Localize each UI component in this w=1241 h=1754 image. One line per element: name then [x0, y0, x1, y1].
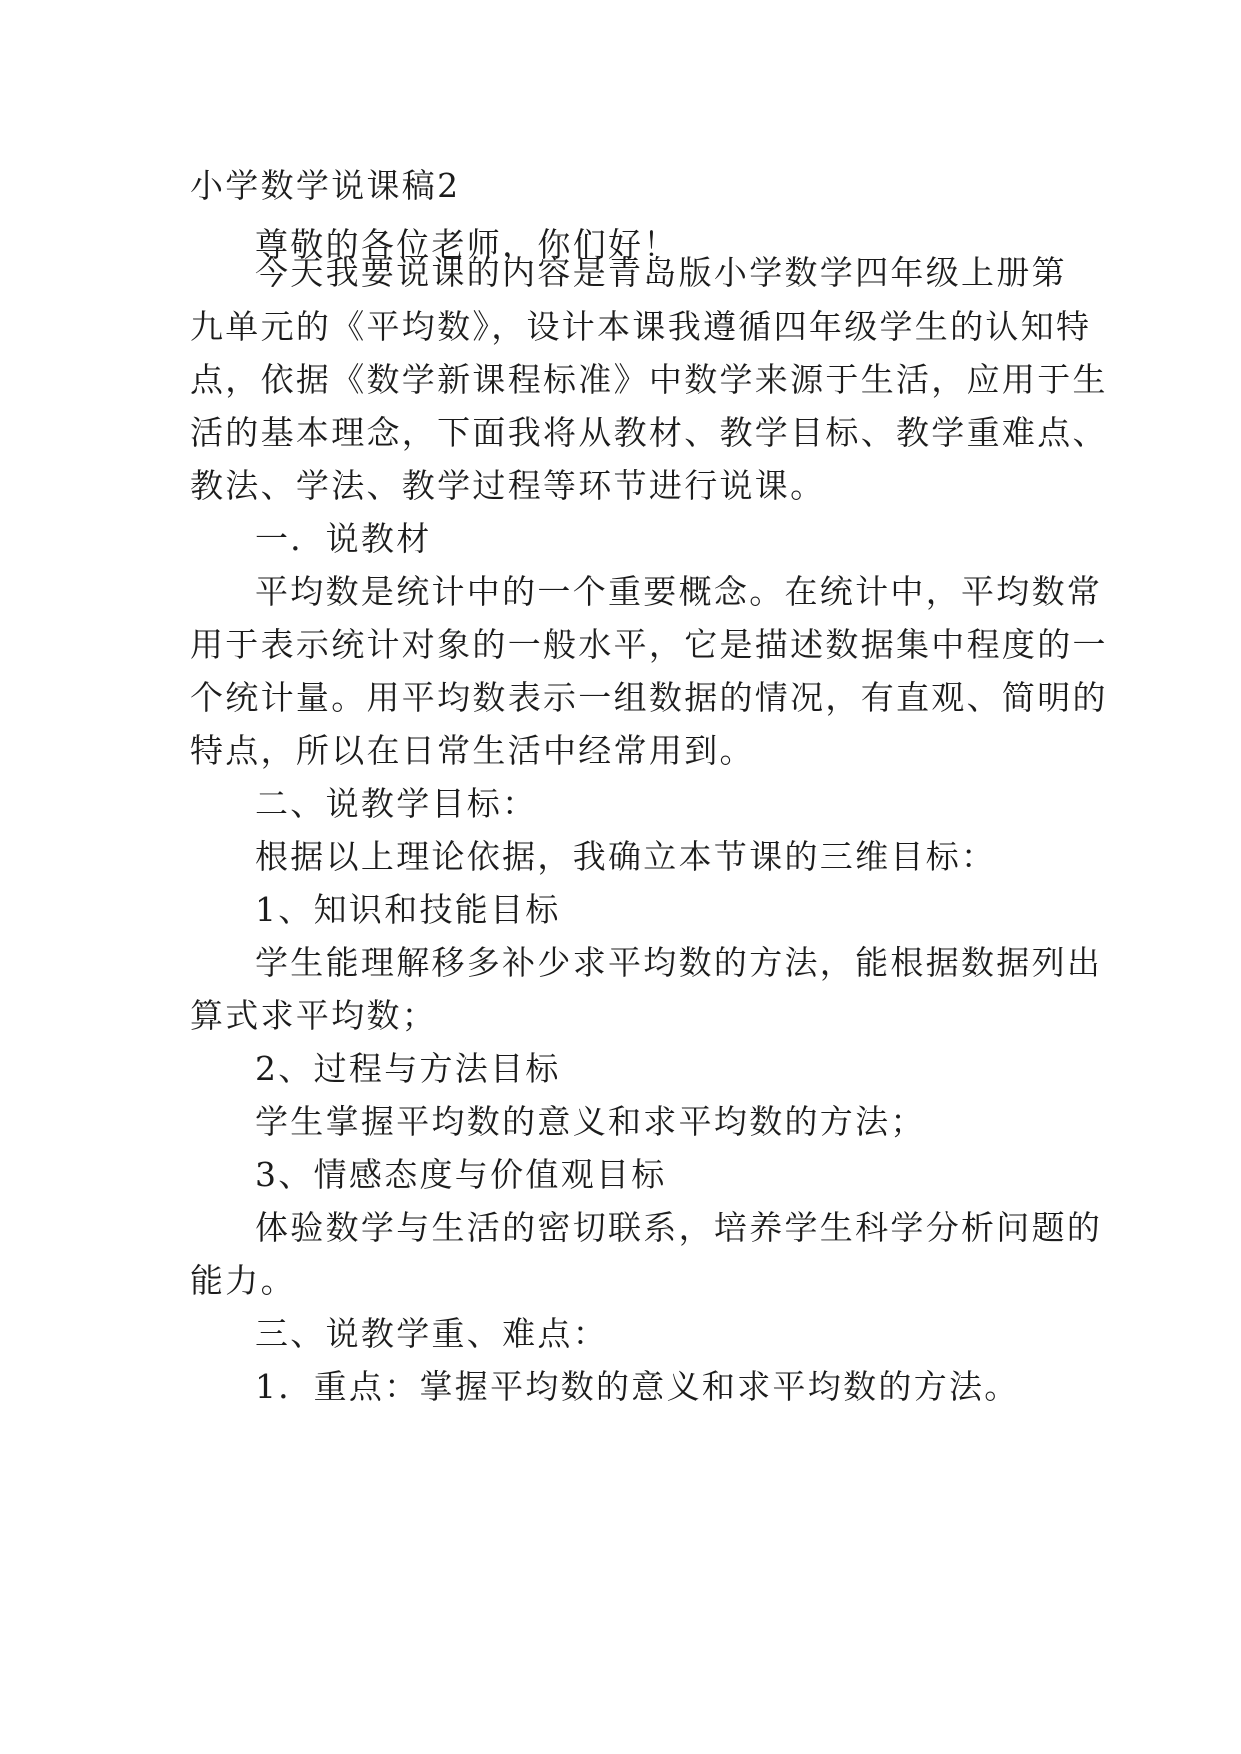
- section-1-heading: 一．说教材: [255, 519, 432, 558]
- intro-line-2: 九单元的《平均数》，设计本课我遵循四年级学生的认知特: [190, 307, 1092, 346]
- section-1-line-4: 特点，所以在日常生活中经常用到。: [190, 731, 755, 770]
- intro-line-3: 点，依据《数学新课程标准》中数学来源于生活，应用于生: [190, 360, 1108, 399]
- key-point-line: 1．重点：掌握平均数的意义和求平均数的方法。: [255, 1367, 1020, 1406]
- goal-2-heading: 2、过程与方法目标: [255, 1049, 561, 1088]
- greeting-line: 尊敬的各位老师，你们好！: [255, 225, 679, 264]
- intro-line-1: 今天我要说课的内容是青岛版小学数学四年级上册第: [255, 253, 1067, 292]
- goal-1-line-2: 算式求平均数；: [190, 996, 438, 1035]
- goal-1-line-1: 学生能理解移多补少求平均数的方法，能根据数据列出: [255, 943, 1103, 982]
- goal-2-line-1: 学生掌握平均数的意义和求平均数的方法；: [255, 1102, 926, 1141]
- section-1-line-3: 个统计量。用平均数表示一组数据的情况，有直观、简明的: [190, 678, 1108, 717]
- section-1-line-2: 用于表示统计对象的一般水平，它是描述数据集中程度的一: [190, 625, 1108, 664]
- intro-line-4: 活的基本理念，下面我将从教材、教学目标、教学重难点、: [190, 413, 1108, 452]
- section-3-heading: 三、说教学重、难点：: [255, 1314, 608, 1353]
- intro-line-5: 教法、学法、教学过程等环节进行说课。: [190, 466, 826, 505]
- section-2-heading: 二、说教学目标：: [255, 784, 538, 823]
- document-title: 小学数学说课稿2: [190, 166, 461, 205]
- goal-3-heading: 3、情感态度与价值观目标: [255, 1155, 667, 1194]
- section-1-line-1: 平均数是统计中的一个重要概念。在统计中，平均数常: [255, 572, 1103, 611]
- goal-3-line-1: 体验数学与生活的密切联系，培养学生科学分析问题的: [255, 1208, 1103, 1247]
- goal-3-line-2: 能力。: [190, 1261, 296, 1300]
- section-2-intro: 根据以上理论依据，我确立本节课的三维目标：: [255, 837, 997, 876]
- goal-1-heading: 1、知识和技能目标: [255, 890, 561, 929]
